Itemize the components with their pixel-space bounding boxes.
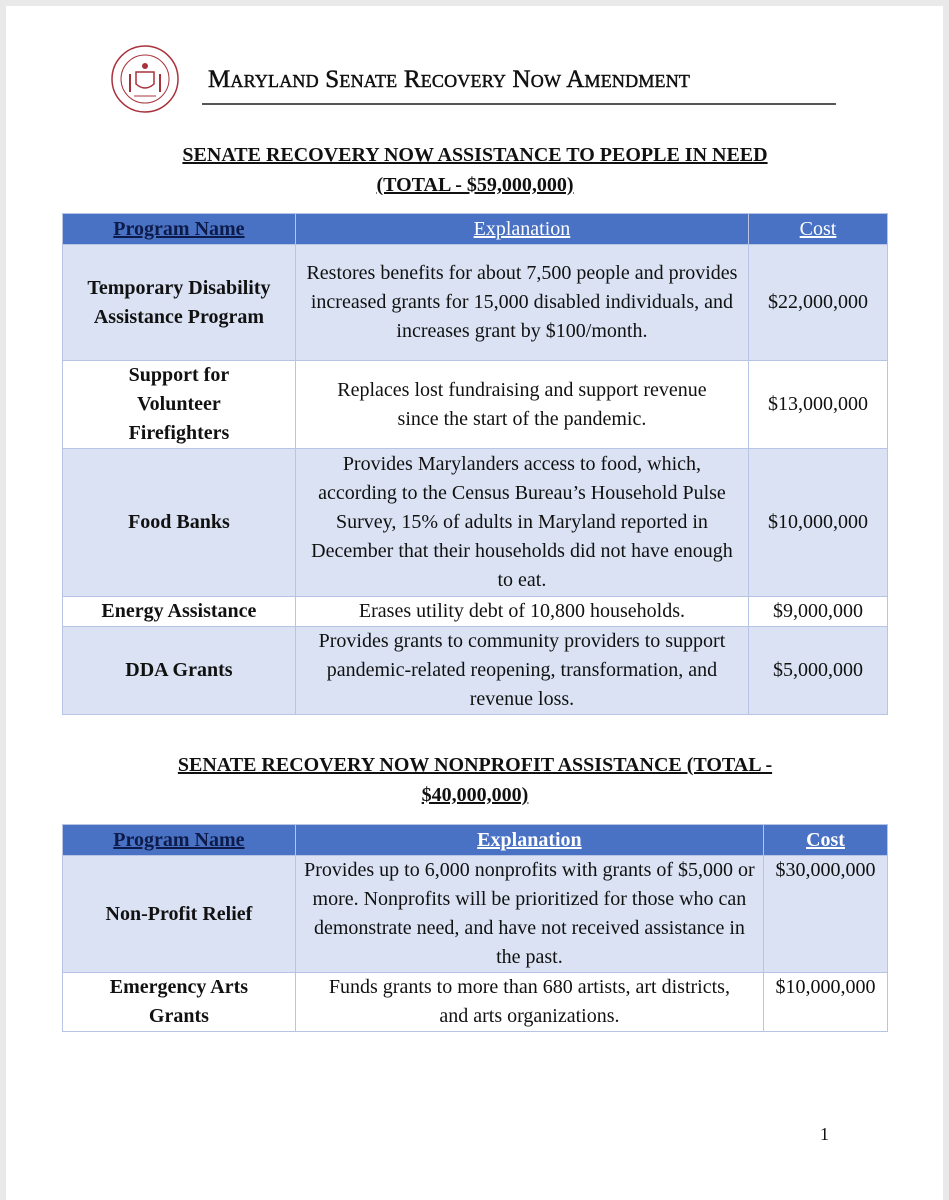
table-row <box>63 245 888 361</box>
column-header-explanation: Explanation <box>295 214 748 245</box>
program-name: Energy Assistance <box>63 597 296 627</box>
program-cost: $30,000,000 <box>764 856 888 973</box>
table-row <box>63 627 888 715</box>
table-row <box>63 449 888 597</box>
people-in-need-table <box>62 213 888 715</box>
table-row <box>63 361 888 449</box>
section2-title-line1: SENATE RECOVERY NOW NONPROFIT ASSISTANCE (TOTAL - <box>177 754 773 776</box>
table-row <box>63 856 888 973</box>
section1-title <box>62 140 888 200</box>
section1-title-line2: (TOTAL - $59,000,000) <box>376 174 574 196</box>
program-name: Temporary Disability Assistance Program <box>63 245 296 361</box>
program-cost: $10,000,000 <box>764 973 888 1032</box>
table-row <box>63 597 888 627</box>
program-cost: $5,000,000 <box>749 627 888 715</box>
program-cost: $10,000,000 <box>749 449 888 597</box>
program-explanation: Provides up to 6,000 nonprofits with grants of $5,000 or more. Nonprofits will be prioritized for those who can demonstrate need, and have not received assistance in the past. <box>295 856 763 973</box>
column-header-cost: Cost <box>764 825 888 856</box>
section2-title <box>62 750 888 810</box>
program-cost: $13,000,000 <box>749 361 888 449</box>
program-explanation: Provides grants to community providers to support pandemic-related reopening, transformation, and revenue loss. <box>295 627 748 715</box>
program-explanation: Funds grants to more than 680 artists, art districts, and arts organizations. <box>295 973 763 1032</box>
program-cost: $9,000,000 <box>749 597 888 627</box>
page-number: 1 <box>820 1124 829 1144</box>
program-name: Emergency Arts Grants <box>63 973 296 1032</box>
program-explanation: Erases utility debt of 10,800 households. <box>295 597 748 627</box>
program-name: Support for Volunteer Firefighters <box>63 361 296 449</box>
column-header-explanation: Explanation <box>295 825 763 856</box>
section2-title-line2: $40,000,000) <box>421 784 529 806</box>
column-header-cost: Cost <box>749 214 888 245</box>
title-divider <box>202 103 836 105</box>
column-header-program-name: Program Name <box>63 825 296 856</box>
program-cost: $22,000,000 <box>749 245 888 361</box>
table-row <box>63 973 888 1032</box>
table-header-row <box>63 825 888 856</box>
program-explanation: Replaces lost fundraising and support revenue since the start of the pandemic. <box>295 361 748 449</box>
program-explanation: Restores benefits for about 7,500 people and provides increased grants for 15,000 disabled individuals, and increases grant by $100/month. <box>295 245 748 361</box>
senate-seal-logo <box>110 44 180 114</box>
program-name: Food Banks <box>63 449 296 597</box>
program-name: Non-Profit Relief <box>63 856 296 973</box>
document-title: Maryland Senate Recovery Now Amendment <box>208 66 691 93</box>
nonprofit-assistance-table <box>62 824 888 1032</box>
program-explanation: Provides Marylanders access to food, which, according to the Census Bureau’s Household Pulse Survey, 15% of adults in Maryland reported in December that their households did not have enough to eat. <box>295 449 748 597</box>
section1-title-line1: SENATE RECOVERY NOW ASSISTANCE TO PEOPLE IN NEED <box>182 144 768 166</box>
column-header-program-name: Program Name <box>63 214 296 245</box>
table-header-row <box>63 214 888 245</box>
program-name: DDA Grants <box>63 627 296 715</box>
